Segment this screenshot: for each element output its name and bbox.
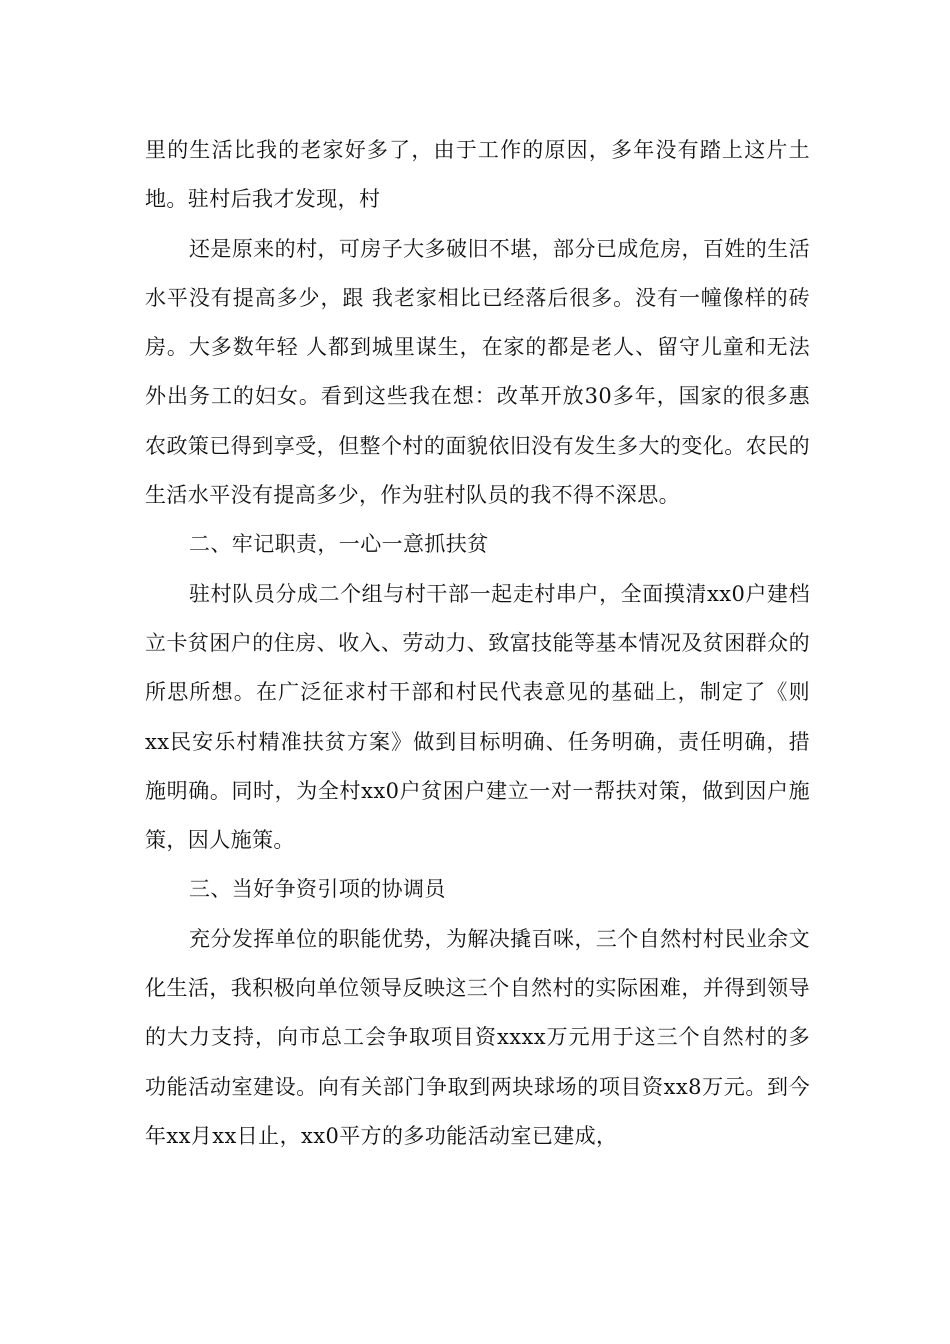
section-heading-2: 二、牢记职责，一心一意抓扶贫: [189, 532, 489, 557]
document-body: [145, 126, 810, 1161]
paragraph-poverty-survey: 驻村队员分成二个组与村干部一起走村串户，全面摸清xx0户建档立卡贫困户的住房、收入、劳动力、致富技能等基本情况及贫困群众的所思所想。在广泛征求村干部和村民代表意见的基础上，制定了《则xx民安乐村精准扶贫方案》做到目标明确、任务明确，责任明确，措施明确。同时，为全村xx0户贫困户建立一对一帮扶对策，做到因户施策，因人施策。: [145, 581, 810, 853]
paragraph-project-funding: 充分发挥单位的职能优势，为解决撬百咪，三个自然村村民业余文化生活，我积极向单位领导反映这三个自然村的实际困难，并得到领导的大力支持，向市总工会争取项目资xxxx万元用于这三个自然村的多功能活动室建设。向有关部门争取到两块球场的项目资xx8万元。到今年xx月xx日止，xx0平方的多功能活动室已建成，: [145, 926, 810, 1148]
paragraph-village-condition: 还是原来的村，可房子大多破旧不堪，部分已成危房，百姓的生活水平没有提高多少，跟 我老家相比已经落后很多。没有一幢像样的砖房。大多数年轻 人都到城里谋生，在家的都是老人、留守儿童和无法外出务工的妇女。看到这些我在想：改革开放30多年，国家的很多惠农政策已得到享受，但整个村的面貌依旧没有发生多大的变化。农民的生活水平没有提高多少，作为驻村队员的我不得不深思。: [145, 236, 810, 508]
paragraph-continuation: 里的生活比我的老家好多了，由于工作的原因，多年没有踏上这片土地。驻村后我才发现，村: [145, 138, 810, 212]
section-heading-3: 三、当好争资引项的协调员: [189, 877, 446, 902]
